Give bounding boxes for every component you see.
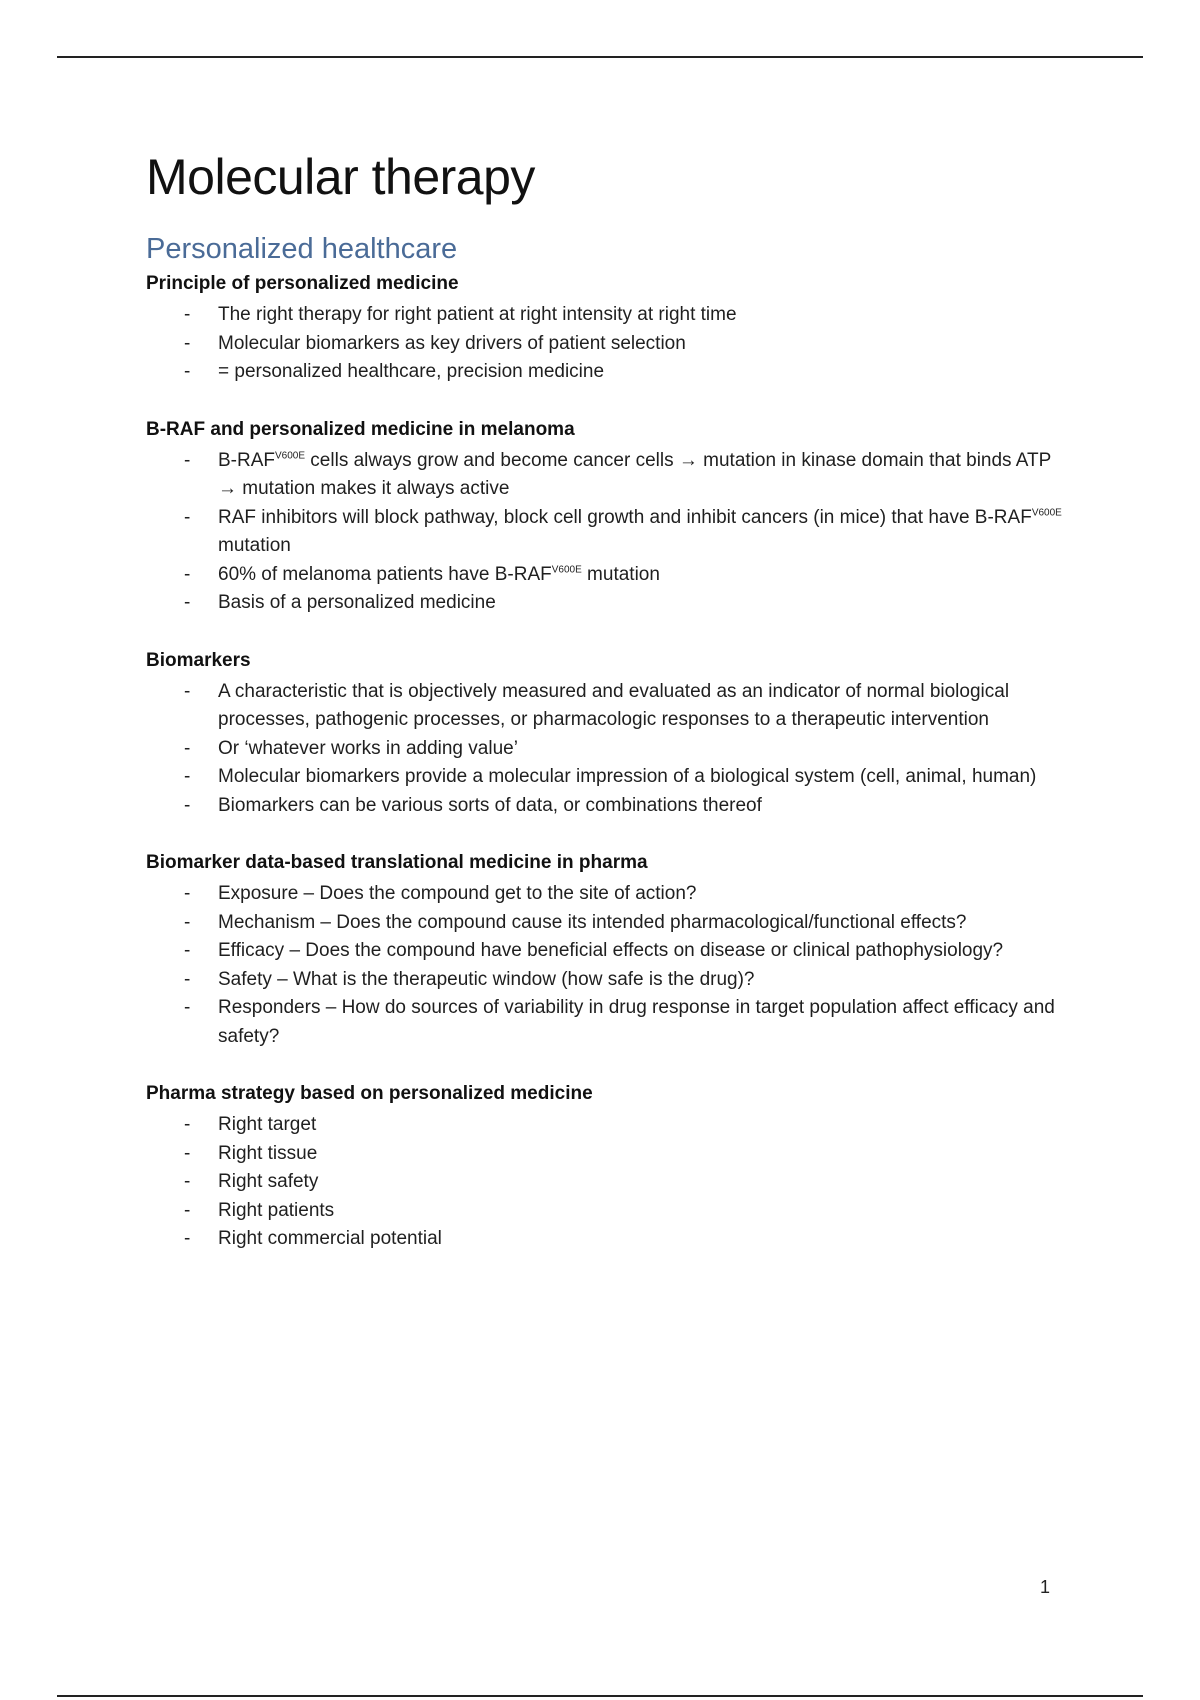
list-item: - Right tissue: [146, 1140, 1066, 1169]
superscript: V600E: [1031, 507, 1062, 519]
list-item: - Molecular biomarkers as key drivers of patient selection: [146, 330, 1066, 359]
list-item: - Mechanism – Does the compound cause its intended pharmacological/functional effects?: [146, 909, 1066, 938]
list-item: - Exposure – Does the compound get to the site of action?: [146, 880, 1066, 909]
superscript: V600E: [551, 564, 582, 576]
page-number: 1: [1040, 1577, 1051, 1597]
header-rule: [57, 56, 1143, 58]
dash-bullet: -: [184, 1142, 191, 1164]
page-content: [146, 150, 1066, 1254]
footer-rule: [57, 1695, 1143, 1697]
section-braf: [146, 416, 1066, 618]
section-heading: Biomarkers: [146, 649, 251, 671]
list-item: - The right therapy for right patient at right intensity at right time: [146, 301, 1066, 330]
section-title: Personalized healthcare: [146, 233, 458, 265]
dash-bullet: -: [184, 1228, 191, 1250]
dash-bullet: -: [184, 940, 191, 962]
dash-bullet: -: [184, 997, 191, 1019]
dash-bullet: -: [184, 680, 191, 702]
list-item: - Right patients: [146, 1197, 1066, 1226]
dash-bullet: -: [184, 449, 191, 471]
section-biomarkers: [146, 647, 1066, 821]
list-item: - Right commercial potential: [146, 1225, 1066, 1254]
list-item: - Efficacy – Does the compound have beneficial effects on disease or clinical pathophysiology?: [146, 937, 1066, 966]
dash-bullet: -: [184, 592, 191, 614]
dash-bullet: -: [184, 563, 191, 585]
list-item: - A characteristic that is objectively measured and evaluated as an indicator of normal biological processes, pathogenic processes, or pharmacologic responses to a therapeutic intervention: [146, 678, 1066, 735]
dash-bullet: -: [184, 737, 191, 759]
dash-bullet: -: [184, 506, 191, 528]
list-item: - 60% of melanoma patients have $B-RAF^{V600E}$ mutation: [146, 561, 1066, 590]
list-item: - Right target: [146, 1111, 1066, 1140]
superscript: V600E: [275, 450, 306, 462]
dash-bullet: -: [184, 1199, 191, 1221]
section-heading: Pharma strategy based on personalized medicine: [146, 1083, 593, 1105]
bullet-list: [146, 1111, 1066, 1254]
list-item: - Basis of a personalized medicine: [146, 589, 1066, 618]
bullet-list: [146, 447, 1066, 618]
list-item: - Responders – How do sources of variability in drug response in target population affect efficacy and safety?: [146, 994, 1066, 1051]
list-item: - Or ‘whatever works in adding value’: [146, 735, 1066, 764]
list-item: - $B-RAF^{V600E}$ cells always grow and become cancer cells → mutation in kinase domain that binds ATP → mutation makes it always active: [146, 447, 1066, 504]
dash-bullet: -: [184, 361, 191, 383]
list-item: - Molecular biomarkers provide a molecular impression of a biological system (cell, animal, human): [146, 763, 1066, 792]
list-item: - RAF inhibitors will block pathway, block cell growth and inhibit cancers (in mice) that have $B-RAF^{V600E}$ mutation: [146, 504, 1066, 561]
dash-bullet: -: [184, 794, 191, 816]
list-item: - Biomarkers can be various sorts of data, or combinations thereof: [146, 792, 1066, 821]
dash-bullet: -: [184, 766, 191, 788]
dash-bullet: -: [184, 883, 191, 905]
dash-bullet: -: [184, 968, 191, 990]
dash-bullet: -: [184, 1114, 191, 1136]
list-item: - Safety – What is the therapeutic window (how safe is the drug)?: [146, 966, 1066, 995]
section-heading: B-RAF and personalized medicine in melanoma: [146, 418, 575, 440]
bullet-list: [146, 678, 1066, 821]
dash-bullet: -: [184, 304, 191, 326]
dash-bullet: -: [184, 911, 191, 933]
section-heading: Principle of personalized medicine: [146, 273, 459, 295]
list-item: - Right safety: [146, 1168, 1066, 1197]
section-translational: [146, 849, 1066, 1051]
dash-bullet: -: [184, 332, 191, 354]
section-principle: [146, 270, 1066, 387]
dash-bullet: -: [184, 1171, 191, 1193]
list-item: - = personalized healthcare, precision medicine: [146, 358, 1066, 387]
bullet-list: [146, 301, 1066, 387]
document-title: Molecular therapy: [146, 149, 535, 205]
section-heading: Biomarker data-based translational medicine in pharma: [146, 852, 648, 874]
section-pharma-strategy: [146, 1080, 1066, 1254]
bullet-list: [146, 880, 1066, 1051]
